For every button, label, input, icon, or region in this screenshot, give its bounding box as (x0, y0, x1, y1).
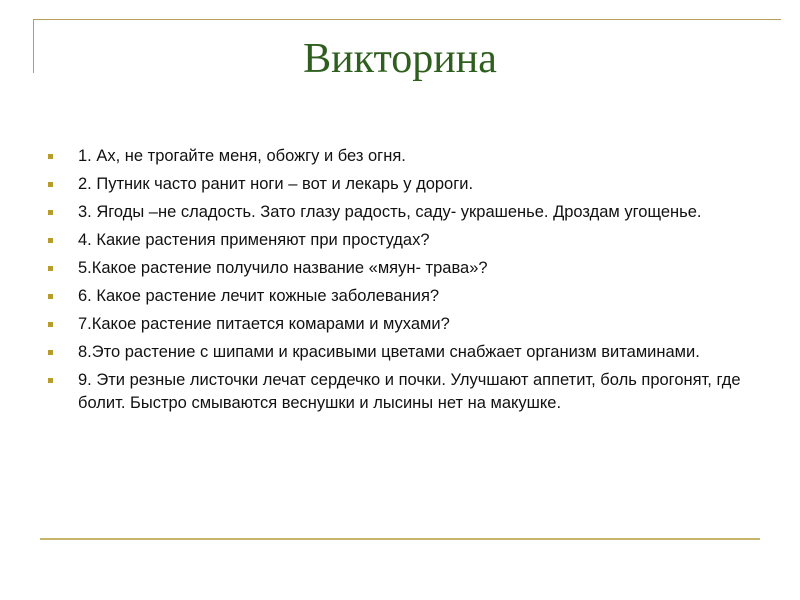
list-item (48, 229, 768, 252)
square-bullet-icon (48, 154, 53, 159)
square-bullet-icon (48, 322, 53, 327)
list-item (48, 201, 768, 224)
list-item (48, 341, 768, 364)
top-border-line (33, 19, 781, 20)
list-item (48, 369, 768, 415)
slide-title: Викторина (303, 36, 497, 82)
list-item (48, 257, 768, 280)
list-item-text: 2. Путник часто ранит ноги – вот и лекарь у дороги. (78, 175, 474, 193)
square-bullet-icon (48, 182, 53, 187)
square-bullet-icon (48, 294, 53, 299)
list-item (48, 285, 768, 308)
list-item (48, 173, 768, 196)
list-item (48, 313, 768, 336)
list-item-text: 7.Какое растение питается комарами и мухами? (78, 315, 450, 333)
quiz-list (48, 145, 768, 420)
list-item-text: 6. Какое растение лечит кожные заболевания? (78, 287, 440, 305)
square-bullet-icon (48, 350, 53, 355)
list-item-text: 9. Эти резные листочки лечат сердечко и почки. Улучшают аппетит, боль прогонят, где болит. Быстро смываются веснушки и лысины нет на макушке. (78, 371, 741, 412)
list-item-text: 1. Ах, не трогайте меня, обожгу и без огня. (78, 147, 406, 165)
square-bullet-icon (48, 378, 53, 383)
square-bullet-icon (48, 210, 53, 215)
list-item-text: 4. Какие растения применяют при простудах? (78, 231, 430, 249)
list-item-text: 3. Ягоды –не сладость. Зато глазу радость, саду- украшенье. Дроздам угощенье. (78, 203, 702, 221)
list-item (48, 145, 768, 168)
list-item-text: 5.Какое растение получило название «мяун- трава»? (78, 259, 488, 277)
square-bullet-icon (48, 266, 53, 271)
bottom-border-line (40, 538, 760, 540)
square-bullet-icon (48, 238, 53, 243)
list-item-text: 8.Это растение с шипами и красивыми цветами снабжает организм витаминами. (78, 343, 700, 361)
